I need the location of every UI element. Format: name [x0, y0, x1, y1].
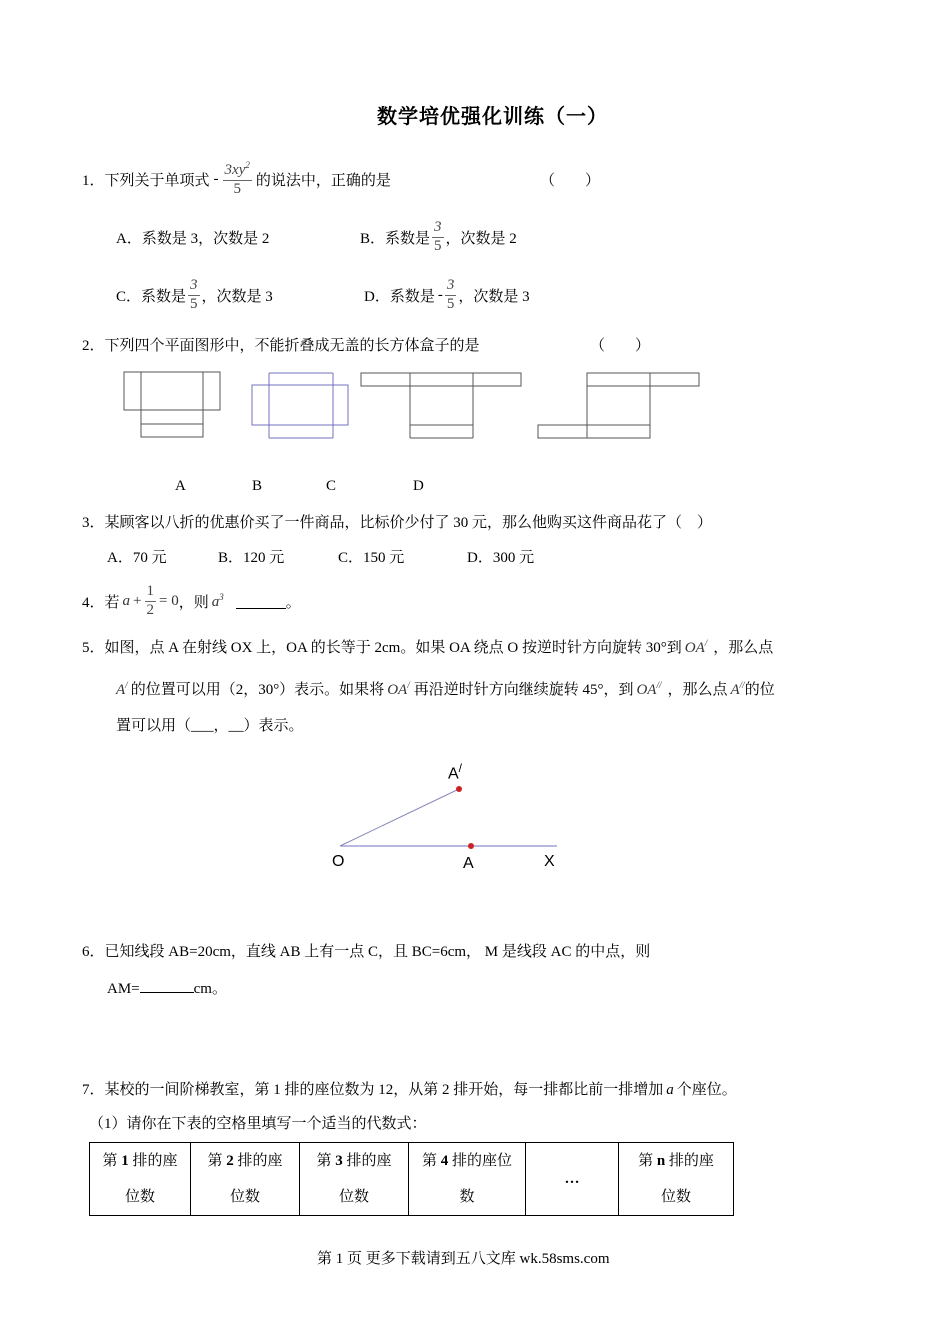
- q1-numerator: 3xy: [224, 162, 246, 179]
- cell-text: 第: [207, 1153, 223, 1169]
- q5-text-2d: 的位: [744, 682, 775, 698]
- q4-a-cubed: [212, 592, 224, 611]
- q1-option-c-prefix: C．系数是: [116, 288, 187, 305]
- fig-label-o: O: [332, 853, 345, 870]
- q2-answer-bracket: （ ）: [590, 338, 651, 354]
- q6-number: 6．: [82, 944, 105, 960]
- q4-exponent: 3: [219, 591, 224, 602]
- q5-double-prime: //: [656, 680, 662, 690]
- net-figure-d: [538, 373, 699, 438]
- question-6-line-2: [107, 977, 227, 998]
- cell-text-b: 排的座: [346, 1153, 392, 1169]
- fig-label-a: A: [463, 855, 474, 872]
- q4-fraction: [145, 583, 157, 619]
- q4-plus: +: [133, 592, 142, 609]
- q1-option-b-prefix: B．系数是: [360, 230, 431, 247]
- table-cell-row-3: [300, 1143, 409, 1216]
- fig-label-x: X: [544, 853, 555, 870]
- q1-sign: -: [213, 170, 219, 187]
- table-row: [90, 1143, 734, 1216]
- q1-option-a: A．系数是 3，次数是 2: [116, 231, 270, 247]
- table-cell-row-4: [409, 1143, 526, 1216]
- q4-variable: a: [122, 592, 131, 609]
- fig-a-prime-letter: A: [448, 765, 459, 783]
- q5-oa-prime-2: [387, 682, 410, 698]
- q5-oa-double-prime: [636, 682, 661, 698]
- q4-fraction-den: 2: [146, 601, 154, 618]
- segment-oa-prime: [340, 789, 459, 846]
- q2-text: 下列四个平面图形中，不能折叠成无盖的长方体盒子的是: [104, 338, 480, 354]
- fig-label-a-prime: [448, 761, 462, 783]
- cell-text-b: 排的座: [132, 1153, 178, 1169]
- net-label-b: B: [252, 478, 263, 494]
- q5-oa-2: OA: [387, 682, 408, 698]
- net-label-c: C: [326, 478, 337, 494]
- question-3: [82, 511, 712, 532]
- q4-number: 4．: [82, 594, 105, 611]
- q4-end: 。: [285, 594, 301, 611]
- q4-then: ，则: [178, 594, 209, 611]
- q7-variable: a: [666, 1082, 674, 1098]
- q3-option-a: A．70 元: [107, 550, 167, 566]
- q7-text-1: 某校的一间阶梯教室，第 1 排的座位数为 12，从第 2 排开始，每一排都比前一排增加: [104, 1082, 664, 1098]
- q5-a-prime-1: [116, 682, 128, 698]
- q1-option-b-num: 3: [432, 219, 444, 237]
- question-5-line-1: [82, 636, 773, 657]
- q1-option-d-den: 5: [446, 295, 455, 312]
- table-cell-row-n: [619, 1143, 734, 1216]
- cell-text-2: 位数: [124, 1189, 155, 1205]
- cell-text-2: 位数: [660, 1189, 691, 1205]
- question-4: [82, 578, 301, 624]
- q1-text-after: 的说法中，正确的是: [255, 172, 391, 189]
- q5-a-2: A: [730, 682, 740, 698]
- table-cell-row-1: [90, 1143, 191, 1216]
- point-a-prime: [456, 786, 462, 792]
- q1-option-c-den: 5: [190, 295, 198, 312]
- cell-number: 1: [121, 1153, 129, 1169]
- q7-number: 7．: [82, 1082, 105, 1098]
- q1-denominator: 5: [233, 180, 241, 197]
- q1-option-c-suffix: ，次数是 3: [201, 288, 273, 305]
- q6-text-1: 已知线段 AB=20cm，直线 AB 上有一点 C，且 BC=6cm， M 是线段 AC 的中点，则: [104, 944, 651, 960]
- q7-sub-question-1: （1）请你在下表的空格里填写一个适当的代数式：: [89, 1116, 427, 1132]
- q5-number: 5．: [82, 640, 105, 656]
- q6-am: AM=: [107, 981, 140, 997]
- angle-figure: [340, 786, 557, 849]
- fig-a-prime-mark: /: [458, 761, 463, 775]
- point-a: [468, 843, 474, 849]
- q5-oa-3: OA: [636, 682, 657, 698]
- q1-option-c-num: 3: [188, 277, 200, 295]
- cell-text: 第: [421, 1153, 437, 1169]
- q1-option-d-num: 3: [445, 277, 457, 295]
- q1-answer-bracket: （ ）: [540, 173, 601, 189]
- net-figure-b: [252, 373, 348, 438]
- q5-a-prime-mark: /: [125, 680, 128, 690]
- q1-numerator-exp: 2: [245, 160, 250, 171]
- seat-table: [89, 1142, 734, 1216]
- q4-a: a: [211, 593, 220, 610]
- question-5-line-3: 置可以用（___，__）表示。: [116, 718, 304, 734]
- cell-number: 2: [226, 1153, 234, 1169]
- q1-option-b-suffix: ，次数是 2: [445, 230, 517, 247]
- cell-text-2: 位数: [229, 1189, 260, 1205]
- q3-text: 某顾客以八折的优惠价买了一件商品，比标价少付了 30 元，那么他购买这件商品花了（ ）: [104, 515, 713, 531]
- q1-option-d-suffix: ，次数是 3: [458, 288, 530, 305]
- net-label-a: A: [175, 478, 186, 494]
- page-footer: 第 1 页 更多下载请到五八文库 wk.58sms.com: [317, 1251, 610, 1267]
- cell-text: 第: [316, 1153, 332, 1169]
- q3-option-d: D．300 元: [467, 550, 535, 566]
- cell-text-b: 排的座: [668, 1153, 714, 1169]
- q1-option-b-den: 5: [434, 237, 442, 254]
- q2-number: 2．: [82, 338, 105, 354]
- q1-option-d-sign: -: [437, 286, 443, 303]
- table-cell-row-2: [191, 1143, 300, 1216]
- net-label-d: D: [413, 478, 424, 494]
- cell-number: 3: [335, 1153, 343, 1169]
- cell-text-2: 数: [459, 1189, 475, 1205]
- q5-a-double-prime: [731, 682, 745, 698]
- question-7: [82, 1078, 737, 1099]
- q3-number: 3．: [82, 515, 105, 531]
- q4-if: 若: [104, 594, 120, 611]
- net-figure-a: [124, 372, 220, 437]
- question-5-line-2: [116, 678, 775, 699]
- cell-number: n: [656, 1153, 666, 1169]
- q6-answer-blank[interactable]: [140, 978, 194, 993]
- q4-answer-blank[interactable]: [236, 594, 286, 609]
- q1-option-d-prefix: D．系数是: [364, 288, 435, 305]
- q5-oa: OA: [684, 640, 705, 656]
- q5-text-1-end: ，那么点: [713, 640, 774, 656]
- q5-prime-2: /: [407, 680, 410, 690]
- q5-text-2b: 再沿逆时针方向继续旋转 45°，到: [413, 682, 634, 698]
- q7-text-1-end: 个座位。: [676, 1082, 737, 1098]
- q5-prime: /: [704, 638, 708, 648]
- table-cell-ellipsis: [526, 1143, 619, 1216]
- q4-equals: = 0: [159, 592, 179, 609]
- q5-a: A: [116, 682, 126, 698]
- q3-option-c: C．150 元: [338, 550, 405, 566]
- q3-option-b: B．120 元: [218, 550, 285, 566]
- q5-a-double-prime-mark: //: [739, 680, 745, 690]
- q4-fraction-num: 1: [145, 583, 157, 601]
- q5-text-1: 如图，点 A 在射线 OX 上，OA 的长等于 2cm。如果 OA 绕点 O 按逆时针方向旋转 30°到: [104, 640, 682, 656]
- question-6-line-1: [82, 940, 650, 961]
- q5-oa-prime: [685, 640, 708, 656]
- cell-text: 第: [638, 1153, 654, 1169]
- cell-text-b: 排的座: [237, 1153, 283, 1169]
- cell-text-2: 位数: [338, 1189, 369, 1205]
- page-title: 数学培优强化训练（一）: [377, 104, 608, 128]
- cell-text: 第: [102, 1153, 118, 1169]
- q5-text-2c: ，那么点: [667, 682, 728, 698]
- cell-number: 4: [440, 1153, 449, 1169]
- cell-text-b: 排的座位: [452, 1153, 513, 1169]
- q6-unit: cm。: [193, 981, 227, 997]
- cell-ellipsis: …: [564, 1171, 580, 1187]
- q1-text-before: 下列关于单项式: [104, 172, 210, 189]
- q1-number: 1．: [82, 172, 105, 189]
- net-figure-c: [361, 373, 521, 438]
- q5-text-2: 的位置可以用（2，30°）表示。如果将: [130, 682, 385, 698]
